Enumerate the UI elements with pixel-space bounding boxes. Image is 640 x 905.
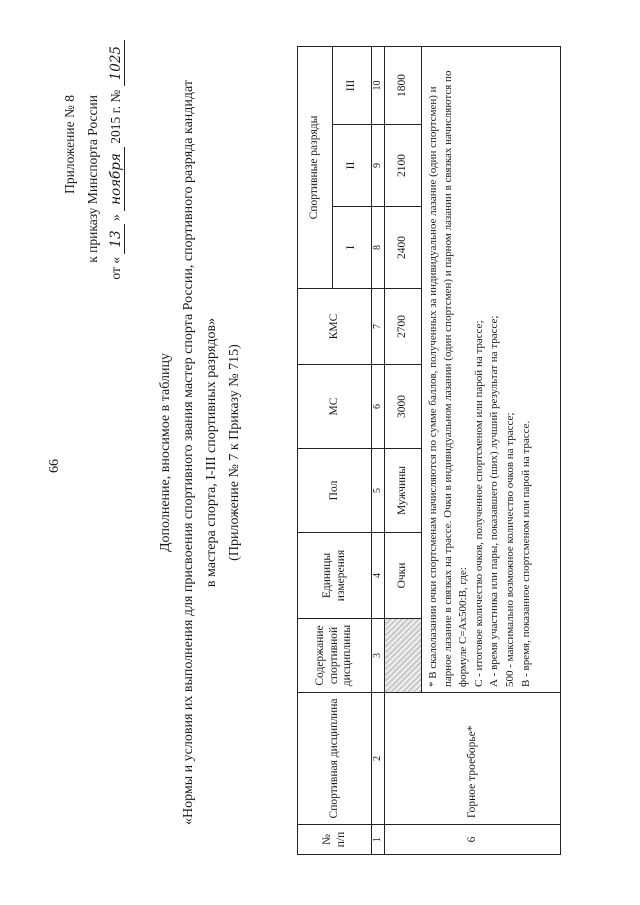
- norms-table: [297, 46, 561, 855]
- header-ranks: Спортивные разряды: [298, 47, 333, 289]
- col-number: 4: [372, 533, 385, 619]
- col-number: 3: [372, 619, 385, 693]
- date-mid: »: [108, 214, 123, 222]
- footnote-line: С - итоговое количество очков, полученное спортсменом или парой на трассе;: [472, 320, 485, 687]
- column-numbers-row: [372, 47, 385, 855]
- header-kms: КМС: [298, 289, 372, 365]
- col-number: 7: [372, 289, 385, 365]
- appendix-line-2: к приказу Минспорта России: [85, 95, 100, 263]
- col-number: 5: [372, 449, 385, 533]
- col-number: 2: [372, 693, 385, 825]
- footnote-block: [422, 47, 561, 693]
- header-rank-2: II: [333, 125, 372, 207]
- footnote-line: * В скалолазании очки спортсменам начисляются по сумме баллов, полученных за индивидуальное лазание (один спортсмен) и парное лазание в связках на трассе. Очки в индивидуальном лазании (один спортсмен) и парном лазании в связках начисляются по формуле С=Ах500:В, где:: [427, 70, 469, 687]
- row-ms: 3000: [385, 365, 422, 449]
- header-units: Единицы измерения: [298, 533, 372, 619]
- row-discipline: Горное троеборье*: [385, 693, 561, 825]
- header-ms: МС: [298, 365, 372, 449]
- title-line-3: в мастера спорта, I-III спортивных разрядов»: [204, 317, 219, 588]
- header-discipline: Спортивная дисциплина: [298, 693, 372, 825]
- row-sex: Мужчины: [385, 449, 422, 533]
- date-day: 13: [108, 224, 125, 253]
- header-num: № п/п: [298, 825, 372, 855]
- col-number: 6: [372, 365, 385, 449]
- page-number: 66: [47, 459, 62, 473]
- order-number: 1025: [108, 40, 125, 86]
- header-row-1: [298, 47, 333, 855]
- col-number: 10: [372, 47, 385, 125]
- header-sex: Пол: [298, 449, 372, 533]
- shaded-cell: [385, 619, 422, 693]
- appendix-line-1: Приложение № 8: [62, 95, 77, 194]
- date-year: 2015 г. №: [108, 89, 123, 144]
- footnote-line: 500 - максимально возможное количество очков на трассе;: [504, 412, 517, 687]
- title-line-2: «Нормы и условия их выполнения для присвоения спортивного звания мастер спорта России, спортивного разряда кандидат: [181, 79, 196, 826]
- title-line-1: Дополнение, вносимое в таблицу: [158, 353, 173, 553]
- row-rank-1: 2400: [385, 207, 422, 289]
- row-kms: 2700: [385, 289, 422, 365]
- col-number: 9: [372, 125, 385, 207]
- header-content: Содержание спортивной дисциплины: [298, 619, 372, 693]
- footnote-line: В - время, показанное спортсменом или парой на трассе.: [520, 420, 533, 687]
- row-num: 6: [385, 825, 561, 855]
- col-number: 8: [372, 207, 385, 289]
- date-prefix: от «: [108, 256, 123, 280]
- row-rank-3: 1800: [385, 47, 422, 125]
- header-rank-3: III: [333, 47, 372, 125]
- date-month: ноября: [108, 147, 125, 211]
- row-units: Очки: [385, 533, 422, 619]
- row-rank-2: 2100: [385, 125, 422, 207]
- table-row: [385, 47, 422, 855]
- appendix-date-line: [108, 40, 124, 280]
- title-line-4: (Приложение № 7 к Приказу № 715): [227, 344, 242, 561]
- col-number: 1: [372, 825, 385, 855]
- header-rank-1: I: [333, 207, 372, 289]
- footnote-line: А - время участника или пары, показавшего (ших) лучший результат на трассе;: [488, 315, 501, 687]
